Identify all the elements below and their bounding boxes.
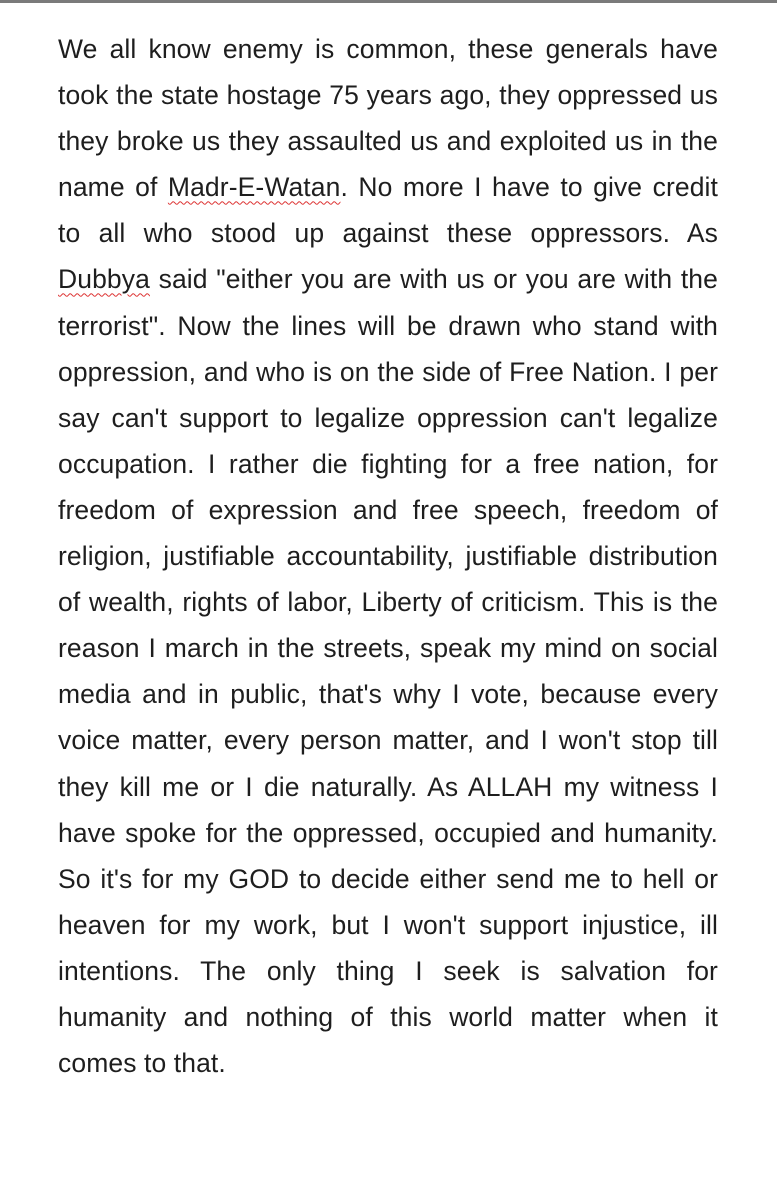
text-segment-2: . No more I have to give credit to all who stood up against these oppressors. As [58,172,719,249]
text-segment-3: said "either you are with us or you are with the terrorist". Now the lines will be drawn who stand with oppression, and who is on the side of Free Nation. I per say can't support to legalize oppression can't legalize occupation. I rather die fighting for a free nation, for freedom of expression and free speech, freedom of religion, justifiable accountability, justifiable distribution of wealth, rights of labor, Liberty of criticism. This is the reason I march in the streets, speak my mind on social media and in public, that's why I vote, because every voice matter, every person matter, and I won't stop till they kill me or I die naturally. As ALLAH my witness I have spoke for the oppressed, occupied and humanity. So it's for my GOD to decide either send me to hell or heaven for my work, but I won't support injustice, ill intentions. The only thing I seek is salvation for humanity and nothing of this world matter when it comes to that. [58,264,718,1079]
document-page [58,26,718,1086]
text-segment-1: We all know enemy is common, these generals have took the state hostage 75 years ago, they oppressed us they broke us they assaulted us and exploited us in the name of [58,34,718,203]
top-border [0,0,777,3]
body-paragraph [58,26,718,1086]
misspelled-word-dubbya[interactable]: Dubbya [58,264,150,295]
misspelled-word-madr-e-watan[interactable]: Madr-E-Watan [167,172,341,203]
